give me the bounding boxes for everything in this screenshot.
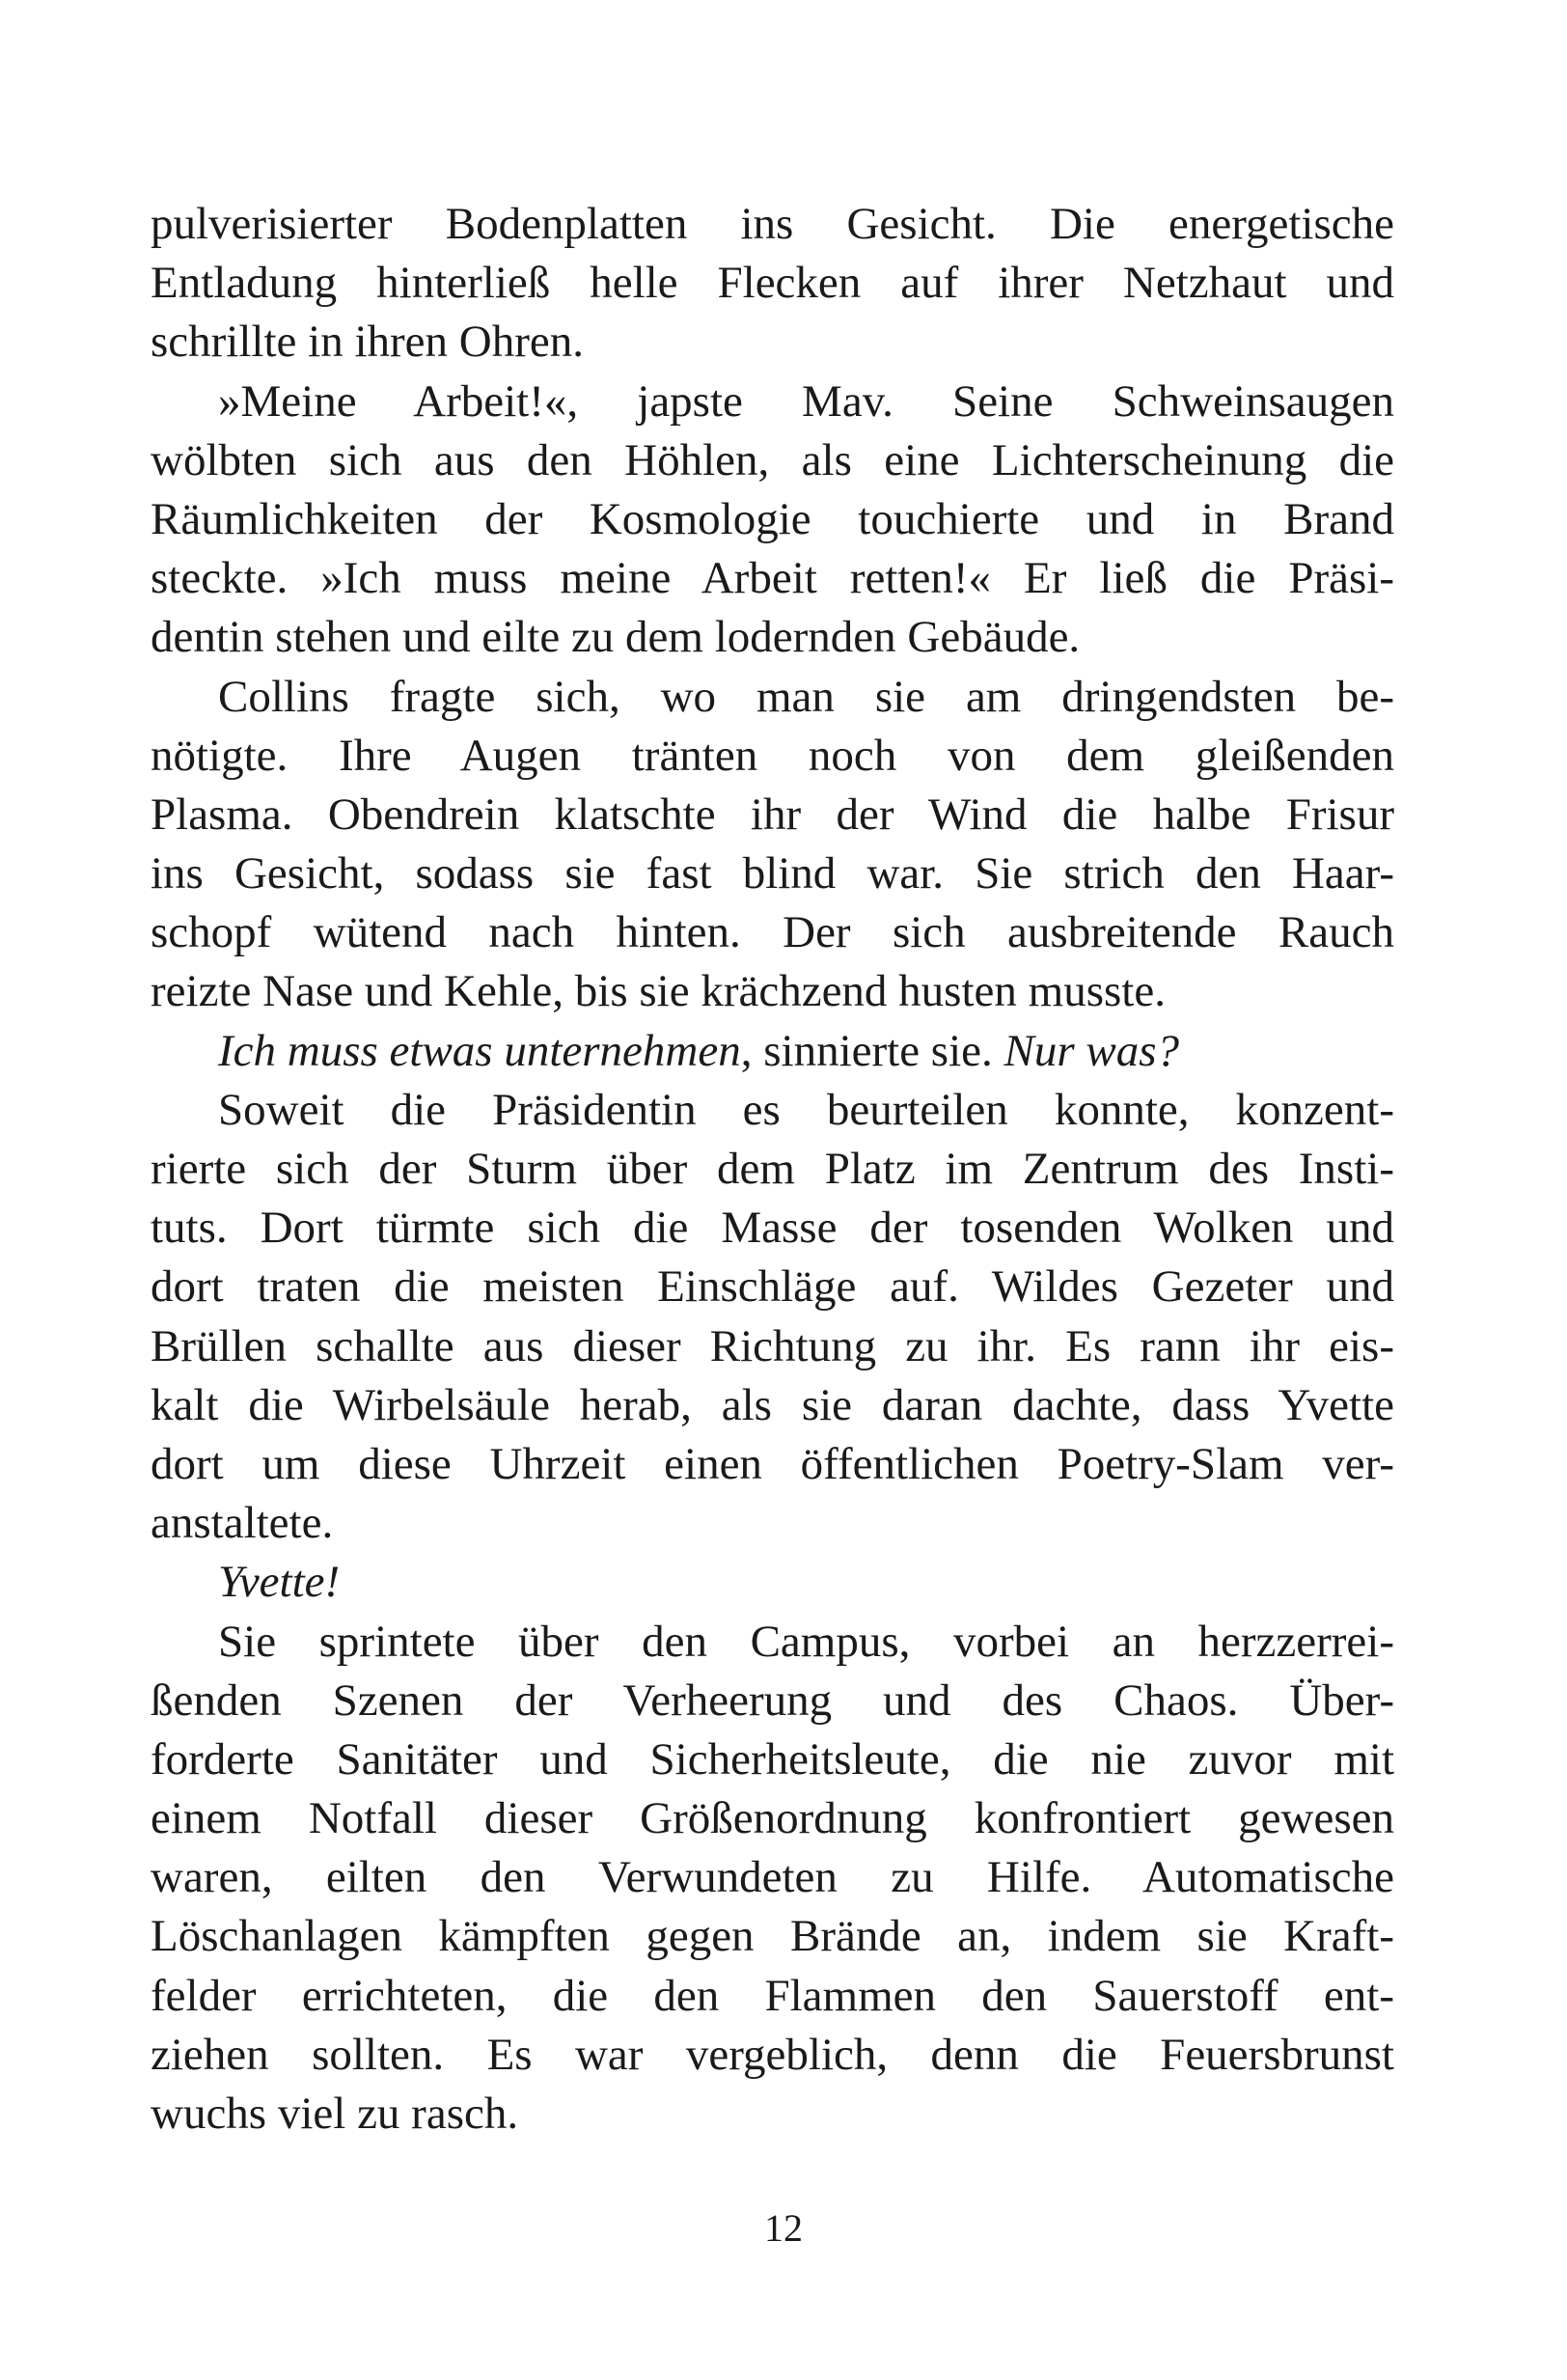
text-line: [151, 1435, 1394, 1494]
text-line: [151, 1967, 1394, 2026]
text-segment: ins Gesicht, sodass sie fast blind war. Sie strich den Haar-: [151, 848, 1394, 899]
text-segment: Löschanlagen kämpften gegen Brände an, indem sie Kraft-: [151, 1911, 1394, 1962]
body-text: [151, 195, 1394, 2144]
text-segment: Entladung hinterließ helle Flecken auf ihrer Netzhaut und: [151, 258, 1394, 309]
text-line: [151, 1258, 1394, 1316]
text-line: [151, 431, 1394, 490]
text-segment: wölbten sich aus den Höhlen, als eine Lichterscheinung die: [151, 434, 1394, 485]
text-segment: pulverisierter Bodenplatten ins Gesicht. Die energetische: [151, 199, 1394, 249]
text-line: [151, 549, 1394, 608]
text-line: [151, 903, 1394, 962]
text-segment: felder errichteten, die den Flammen den Sauerstoff ent-: [151, 1970, 1394, 2021]
text-segment: Sie sprintete über den Campus, vorbei an herzzerrei-: [218, 1616, 1394, 1667]
text-segment: Plasma. Obendrein klatschte ihr der Wind die halbe Frisur: [151, 789, 1394, 840]
text-line: [151, 373, 1394, 431]
text-line: [151, 1140, 1394, 1199]
italic-text: Nur was?: [1003, 1025, 1180, 1076]
text-segment: kalt die Wirbelsäule herab, als sie daran dachte, dass Yvette: [151, 1379, 1394, 1430]
text-segment: Brüllen schallte aus dieser Richtung zu ihr. Es rann ihr eis-: [151, 1320, 1394, 1371]
text-segment: Soweit die Präsidentin es beurteilen konnte, konzent-: [218, 1084, 1394, 1135]
text-segment: waren, eilten den Verwundeten zu Hilfe. Automatische: [151, 1852, 1394, 1903]
text-segment: Räumlichkeiten der Kosmologie touchierte und in Brand: [151, 493, 1394, 544]
text-line: [151, 1022, 1394, 1081]
text-segment: ziehen sollten. Es war vergeblich, denn die Feuersbrunst: [151, 2029, 1394, 2080]
text-segment: einem Notfall dieser Größenordnung konfrontiert gewesen: [151, 1793, 1394, 1844]
text-segment: rierte sich der Sturm über dem Platz im Zentrum des Insti-: [151, 1144, 1394, 1194]
text-segment: Collins fragte sich, wo man sie am dringendsten be-: [218, 671, 1394, 722]
text-line: [151, 1672, 1394, 1730]
text-line: [151, 962, 1394, 1021]
text-line: [151, 1848, 1394, 1907]
text-segment: reizte Nase und Kehle, bis sie krächzend husten musste.: [151, 966, 1166, 1017]
text-line: [151, 1317, 1394, 1376]
text-segment: forderte Sanitäter und Sicherheitsleute, die nie zuvor mit: [151, 1733, 1394, 1785]
text-segment: dentin stehen und eilte zu dem lodernden Gebäude.: [151, 612, 1081, 663]
text-segment: wuchs viel zu rasch.: [151, 2089, 519, 2139]
text-line: [151, 1613, 1394, 1672]
text-line: [151, 313, 1394, 372]
page-number: 12: [764, 2206, 803, 2250]
text-line: [151, 2085, 1394, 2144]
text-line: [151, 786, 1394, 844]
italic-text: Ich muss etwas unternehmen: [218, 1025, 741, 1076]
text-line: [151, 844, 1394, 903]
text-line: [151, 195, 1394, 254]
text-line: [151, 1907, 1394, 1966]
text-line: [151, 727, 1394, 786]
text-line: [151, 608, 1394, 667]
text-line: [151, 254, 1394, 313]
italic-text: Yvette!: [218, 1557, 341, 1608]
text-segment: steckte. »Ich muss meine Arbeit retten!« Er ließ die Präsi-: [151, 553, 1394, 604]
text-segment: tuts. Dort türmte sich die Masse der tosenden Wolken und: [151, 1203, 1394, 1254]
text-line: [151, 1789, 1394, 1848]
text-segment: anstaltete.: [151, 1498, 334, 1549]
text-line: [151, 1199, 1394, 1258]
text-segment: dort um diese Uhrzeit einen öffentlichen Poetry-Slam ver-: [151, 1438, 1394, 1489]
text-segment: dort traten die meisten Einschläge auf. Wildes Gezeter und: [151, 1261, 1394, 1313]
text-line: [151, 1730, 1394, 1789]
text-line: [151, 1553, 1394, 1612]
text-line: [151, 1081, 1394, 1140]
text-line: [151, 1494, 1394, 1553]
text-segment: , sinnierte sie.: [740, 1025, 1004, 1076]
text-segment: ßenden Szenen der Verheerung und des Chaos. Über-: [151, 1674, 1394, 1726]
text-segment: schopf wütend nach hinten. Der sich ausbreitende Rauch: [151, 907, 1394, 958]
text-line: [151, 490, 1394, 549]
text-line: [151, 1376, 1394, 1435]
text-segment: nötigte. Ihre Augen tränten noch von dem gleißenden: [151, 730, 1394, 781]
text-segment: »Meine Arbeit!«, japste Mav. Seine Schweinsaugen: [218, 375, 1394, 427]
text-segment: schrillte in ihren Ohren.: [151, 317, 584, 368]
text-line: [151, 2026, 1394, 2085]
text-line: [151, 668, 1394, 727]
